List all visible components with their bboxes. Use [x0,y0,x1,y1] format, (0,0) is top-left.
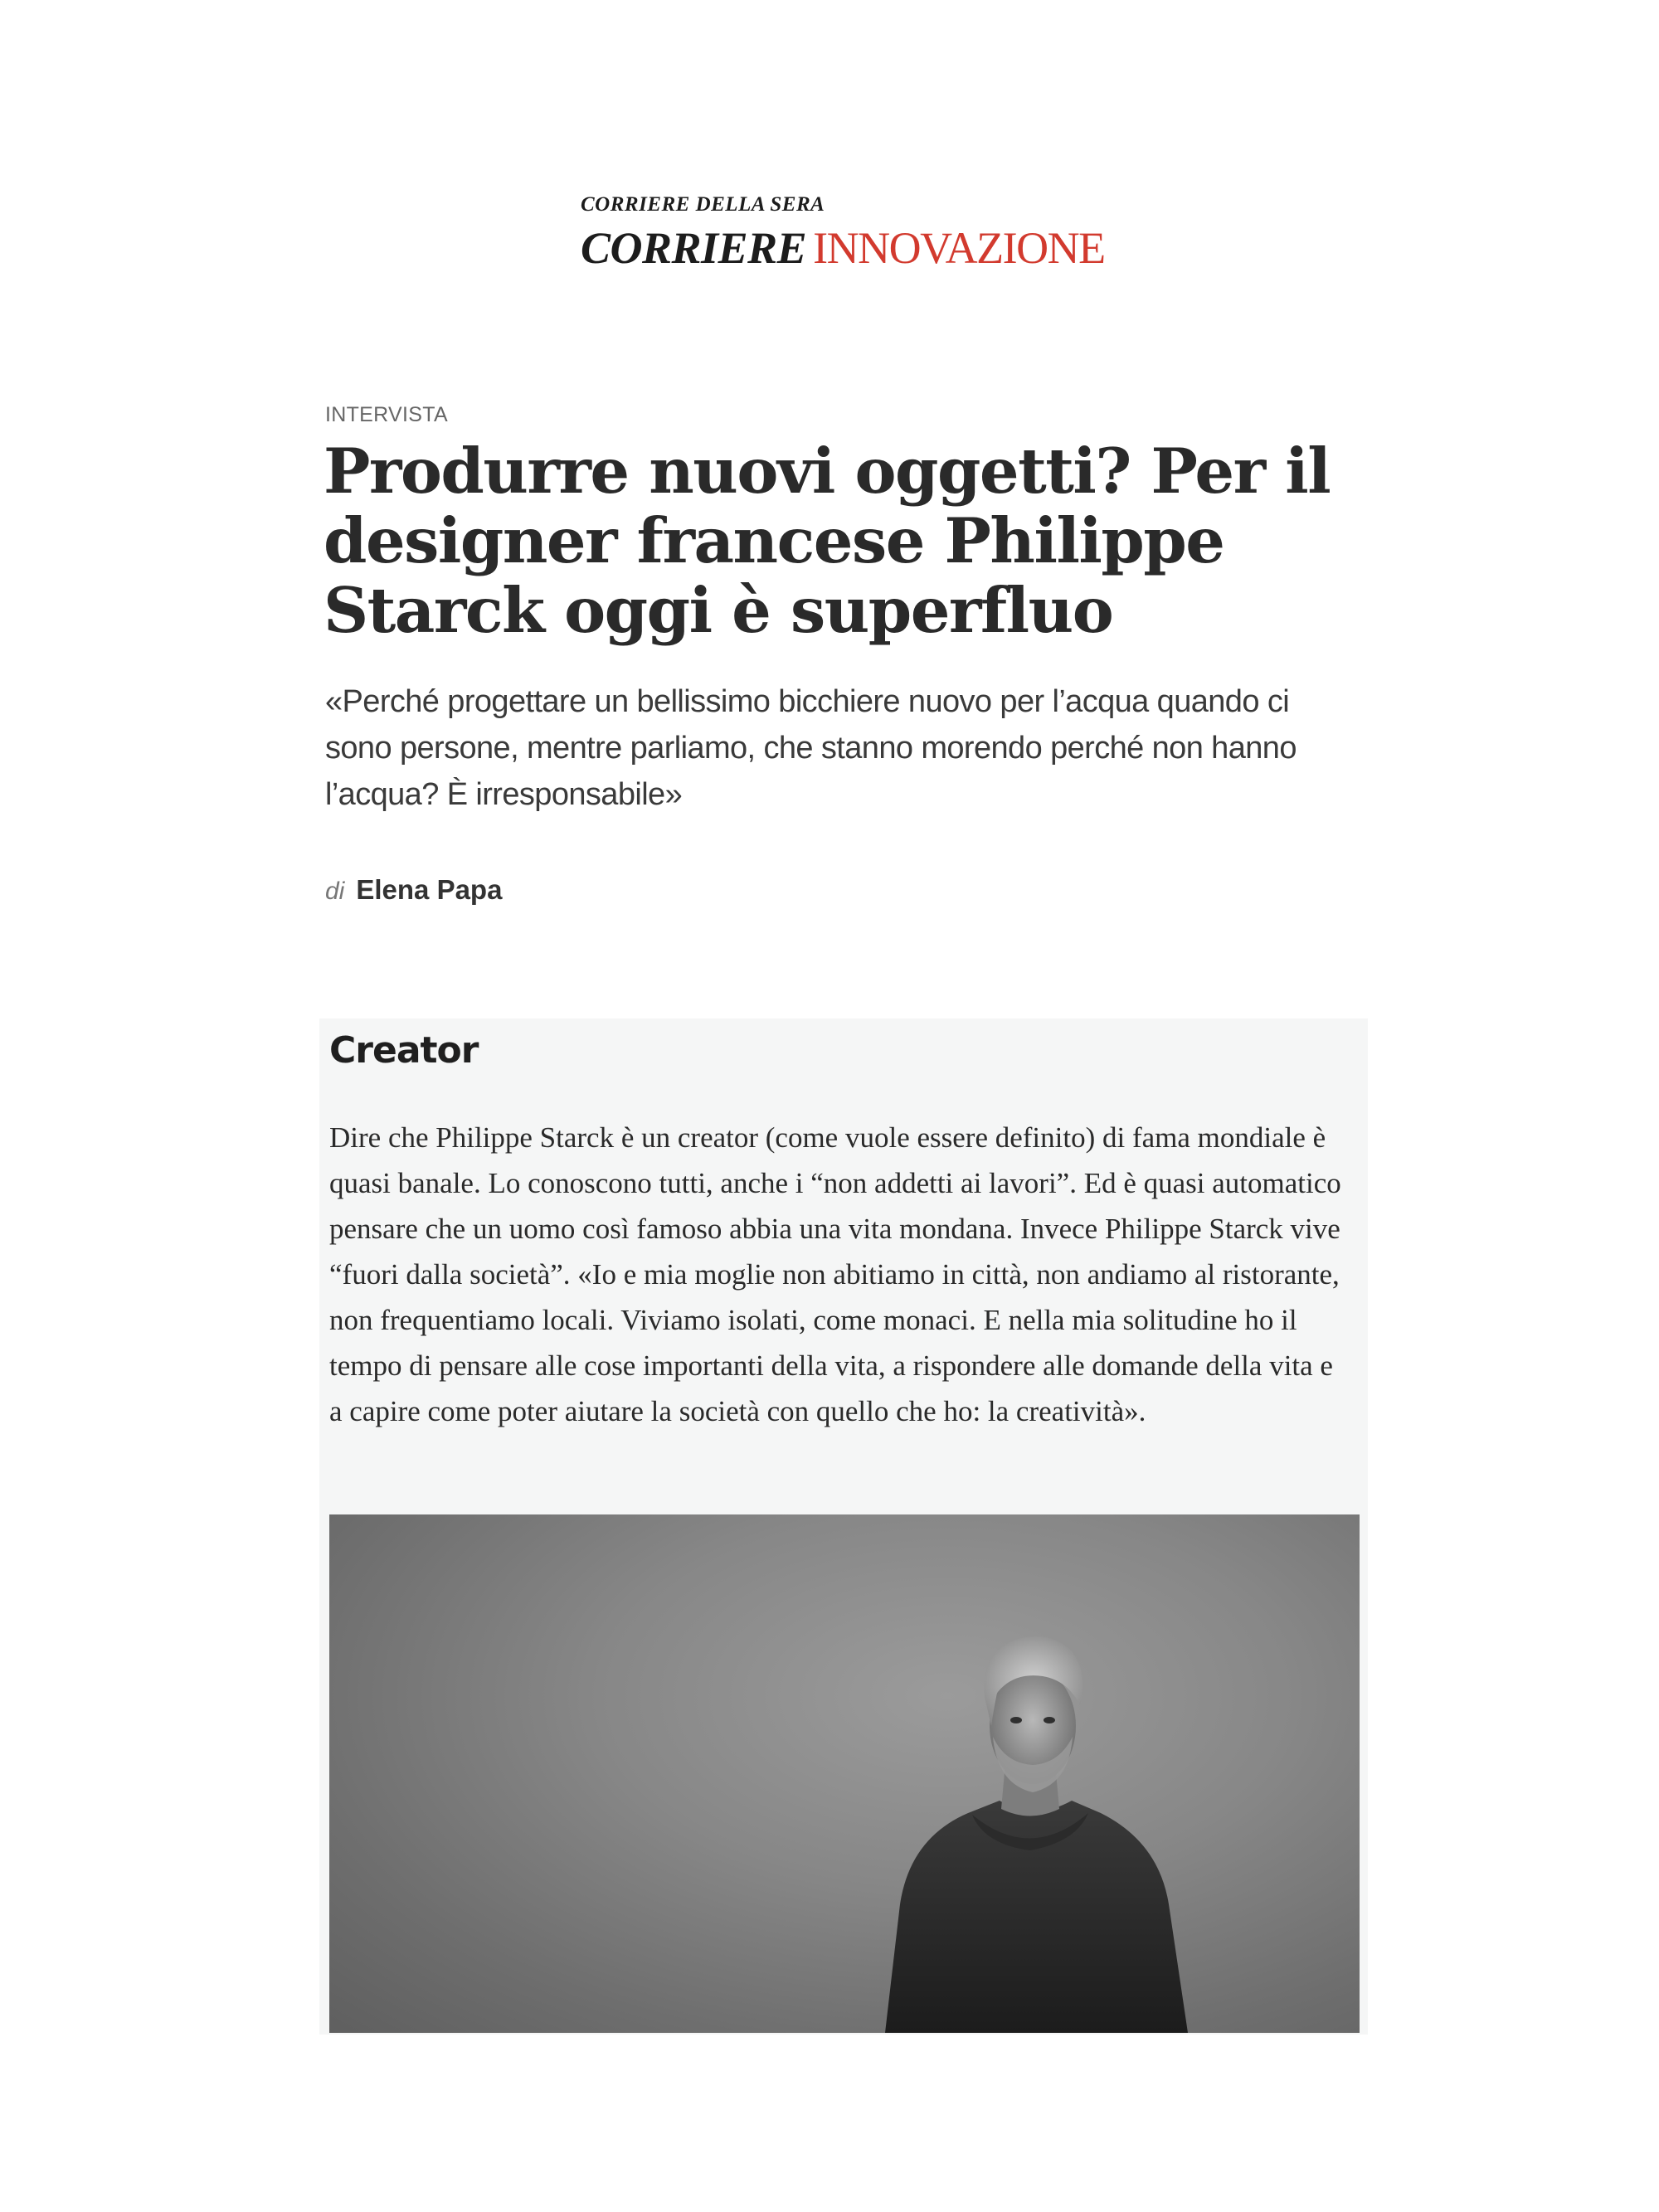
portrait-illustration [329,1514,1360,2033]
masthead[interactable] [581,192,1161,285]
portrait-photo [329,1514,1360,2033]
masthead-main-logo [581,222,1161,285]
byline [325,874,502,906]
creator-body: Dire che Philippe Starck è un creator (come vuole essere definito) di fama mondiale è quasi banale. Lo conoscono tutti, anche i “non addetti ai lavori”. Ed è quasi automatico pensare che un uomo così famoso abbia una vita mondana. Invece Philippe Starck vive “fuori dalla società”. «Io e mia moglie non abitiamo in città, non andiamo al ristorante, non frequentiamo locali. Viviamo isolati, come monaci. E nella mia solitudine ho il tempo di pensare alle cose importanti della vita, a rispondere alle domande della vita e a capire come poter aiutare la società con quello che ho: la creatività». [329,1121,1341,1427]
masthead-top-logo: CORRIERE DELLA SERA [581,193,825,216]
masthead-brand: CORRIERE [581,223,807,273]
byline-prefix: di [325,878,345,905]
article-kicker: INTERVISTA [325,403,448,426]
creator-box [319,1018,1368,2035]
masthead-section: INNOVAZIONE [813,223,1105,273]
creator-title: Creator [329,1029,479,1072]
article-summary: «Perché progettare un bellissimo bicchiere nuovo per l’acqua quando ci sono persone, mentre parliamo, che stanno morendo perché non hanno l’acqua? È irresponsabile» [325,684,1297,812]
author-name[interactable]: Elena Papa [356,874,503,905]
article-headline: Produrre nuovi oggetti? Per il designer francese Philippe Starck oggi è superfluo [324,435,1331,647]
